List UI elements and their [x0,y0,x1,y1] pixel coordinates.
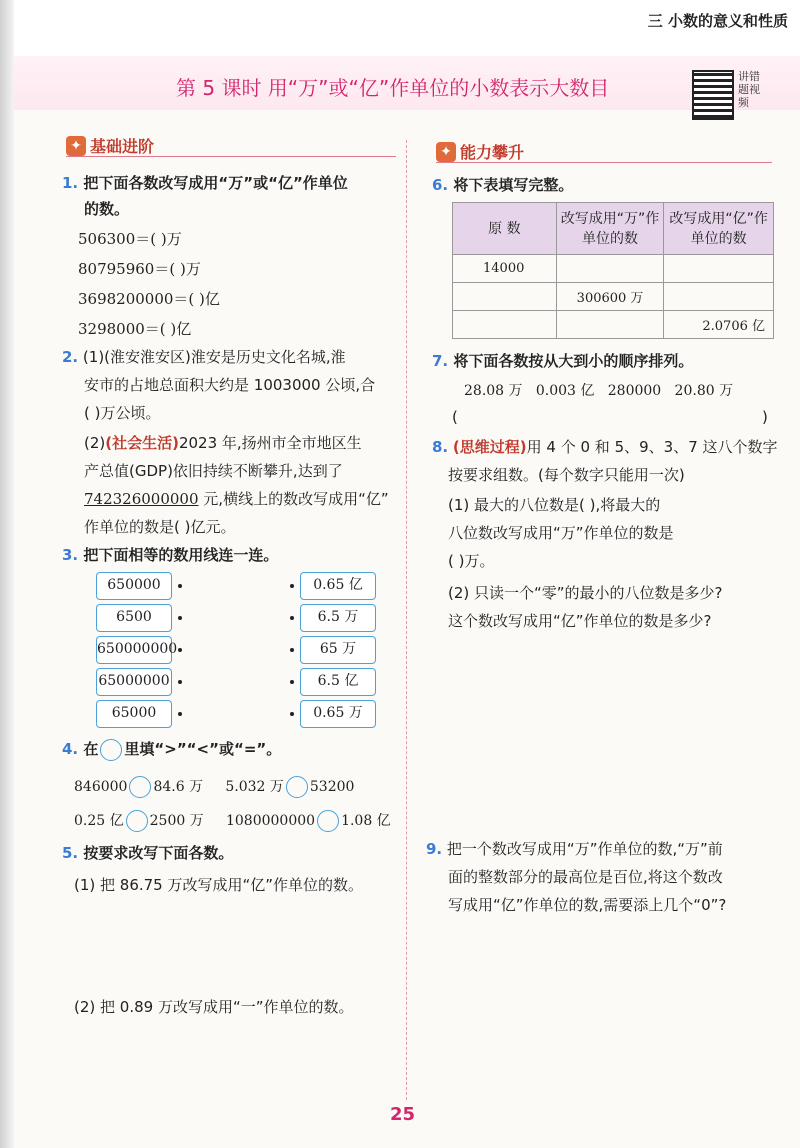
q4-r2-a: 0.25 亿 [74,813,124,829]
q9-line-3: 写成用“亿”作单位的数,需要添上几个“0”? [448,896,727,914]
q4-number: 4. [62,740,79,758]
q5-text: 按要求改写下面各数。 [83,844,234,862]
q3-left-dot[interactable] [178,680,182,684]
section-advanced-label: 能力攀升 [460,143,525,162]
q3-right-box-3[interactable]: 65 万 [300,636,376,664]
q8-p1-line-3[interactable]: ( )万。 [448,552,495,570]
q3-left-box-4[interactable]: 65000000 [96,668,172,696]
q9-line-2: 面的整数部分的最高位是百位,将这个数改 [448,868,723,886]
table-cell-blank[interactable] [664,255,774,283]
q4-text-a: 在 [83,740,99,758]
q6-prompt [432,174,573,196]
q4-r1-a: 846000 [74,779,128,795]
q3-left-dot[interactable] [178,712,182,716]
q5-part-2: (2) 把 0.89 万改写成用“一”作单位的数。 [74,998,354,1016]
table-row [453,311,774,339]
q4-r2-b: 2500 万 [149,813,204,829]
q2-p2-line-4[interactable]: 作单位的数是( )亿元。 [84,518,236,536]
q7-prompt [432,350,693,372]
q3-right-dot[interactable] [290,680,294,684]
q8-tag: (思维过程) [452,438,527,456]
q4-row-2 [74,810,391,832]
table-cell-blank[interactable] [664,283,774,311]
q1-prompt [62,172,348,194]
table-cell-blank[interactable] [556,255,664,283]
q9-text-1: 把一个数改写成用“万”作单位的数,“万”前 [446,840,723,858]
q8-p2-line-2: 这个数改写成用“亿”作单位的数是多少? [448,612,712,630]
table-cell: 14000 [453,255,557,283]
column-divider [406,140,407,1100]
q1-line-1[interactable]: 506300＝( )万 [78,230,182,248]
section-advanced-rule [436,162,772,164]
table-cell-blank[interactable] [556,311,664,339]
q2-p1-line-1 [62,346,346,368]
q3-right-dot[interactable] [290,712,294,716]
q2-number: 2. [62,348,79,366]
q1-number: 1. [62,174,79,192]
qr-code-icon[interactable] [692,70,734,120]
q8-line-1 [432,436,778,458]
q3-prompt [62,544,278,566]
q3-text: 把下面相等的数用线连一连。 [83,546,279,564]
q3-right-dot[interactable] [290,616,294,620]
q4-r1-c: 5.032 万 [225,779,284,795]
q7-values: 28.08 万 0.003 亿 280000 20.80 万 [464,383,734,399]
q1-line-4[interactable]: 3298000＝( )亿 [78,320,192,338]
section-advanced [436,140,524,163]
q2-p1-line-3[interactable]: ( )万公顷。 [84,404,161,422]
q9-number: 9. [426,840,443,858]
qr-label: 讲错题视频 [738,70,760,109]
table-row [453,283,774,311]
q3-left-box-5[interactable]: 65000 [96,700,172,728]
q2-p1-text-1: (1)(淮安淮安区)淮安是历史文化名城,淮 [82,348,346,366]
q7-blank-left[interactable]: ( [452,408,458,426]
q4-answer-circle[interactable] [129,776,151,798]
table-header: 原 数 [453,203,557,255]
book-spine [0,0,14,1148]
q4-r2-d: 1.08 亿 [341,813,391,829]
q8-p1-line-1[interactable]: (1) 最大的八位数是( ),将最大的 [448,496,661,514]
q3-left-dot[interactable] [178,584,182,588]
q1-text-b: 的数。 [84,200,130,218]
q1-line-3[interactable]: 3698200000＝( )亿 [78,290,220,308]
q4-r1-b: 84.6 万 [153,779,204,795]
q8-p2-line-1: (2) 只读一个“零”的最小的八位数是多少? [448,584,723,602]
q4-r2-c: 1080000000 [225,813,316,829]
q3-right-dot[interactable] [290,584,294,588]
q6-number: 6. [432,176,449,194]
q3-left-box-2[interactable]: 6500 [96,604,172,632]
table-row [453,255,774,283]
q3-number: 3. [62,546,79,564]
table-cell: 300600 万 [556,283,664,311]
conversion-table [452,202,774,339]
q7-number: 7. [432,352,449,370]
table-header: 改写成用“亿”作单位的数 [664,203,774,255]
q8-p1-line-2: 八位数改写成用“万”作单位的数是 [448,524,674,542]
q1-text-a: 把下面各数改写成用“万”或“亿”作单位 [83,174,348,192]
lesson-title: 第 5 课时 用“万”或“亿”作单位的小数表示大数目 [176,76,610,100]
q5-prompt [62,842,233,864]
page-number: 25 [390,1104,416,1125]
table-header: 改写成用“万”作单位的数 [556,203,664,255]
q4-answer-circle[interactable] [317,810,339,832]
q7-blank-right[interactable]: ) [762,408,768,426]
q7-text: 将下面各数按从大到小的顺序排列。 [453,352,694,370]
q3-left-dot[interactable] [178,648,182,652]
q5-number: 5. [62,844,79,862]
table-cell: 2.0706 亿 [664,311,774,339]
q4-r1-d: 53200 [309,779,355,795]
q2-p2-prefix: (2) [84,434,106,452]
q2-p1-line-2: 安市的占地总面积大约是 1003000 公顷,合 [84,376,376,394]
q2-p2-after: 元,横线上的数改写成用“亿” [198,490,389,508]
q6-text: 将下表填写完整。 [453,176,574,194]
q4-text-b: 里填“>”“<”或“=”。 [124,740,282,758]
q4-answer-circle[interactable] [126,810,148,832]
section-basic-label: 基础进阶 [90,137,155,156]
q2-p2-line-3 [84,488,389,510]
climber-icon: ✦ [436,142,456,162]
q8-line-2: 按要求组数。(每个数字只能用一次) [448,466,685,484]
q8-number: 8. [432,438,449,456]
compare-circle-icon [100,739,122,761]
q3-right-box-2[interactable]: 6.5 万 [300,604,376,632]
runner-icon: ✦ [66,136,86,156]
table-cell-blank[interactable] [453,283,557,311]
q2-underlined-number: 742326000000 [84,490,199,508]
q3-right-box-5[interactable]: 0.65 万 [300,700,376,728]
q9-line-1 [426,838,723,860]
section-basic [66,134,154,157]
q4-answer-circle[interactable] [286,776,308,798]
q3-left-box-1[interactable]: 650000 [96,572,172,600]
section-basic-rule [66,156,396,158]
q3-left-box-3[interactable]: 650000000 [96,636,172,664]
q3-right-dot[interactable] [290,648,294,652]
q3-left-dot[interactable] [178,616,182,620]
q2-p2-line-1 [84,432,362,454]
q2-p2-tag: (社会生活) [105,434,179,452]
q1-line-2[interactable]: 80795960＝( )万 [78,260,201,278]
q3-right-box-4[interactable]: 6.5 亿 [300,668,376,696]
q3-right-box-1[interactable]: 0.65 亿 [300,572,376,600]
q2-p2-line-2: 产总值(GDP)依旧持续不断攀升,达到了 [84,462,343,480]
chapter-header: 三 小数的意义和性质 [647,12,788,30]
q2-p2-rest: 2023 年,扬州市全市地区生 [178,434,362,452]
table-cell-blank[interactable] [453,311,557,339]
q4-row-1 [74,776,354,798]
q8-text-a: 用 4 个 0 和 5、9、3、7 这八个数字 [526,438,778,456]
q4-prompt [62,738,281,761]
q5-part-1: (1) 把 86.75 万改写成用“亿”作单位的数。 [74,876,364,894]
